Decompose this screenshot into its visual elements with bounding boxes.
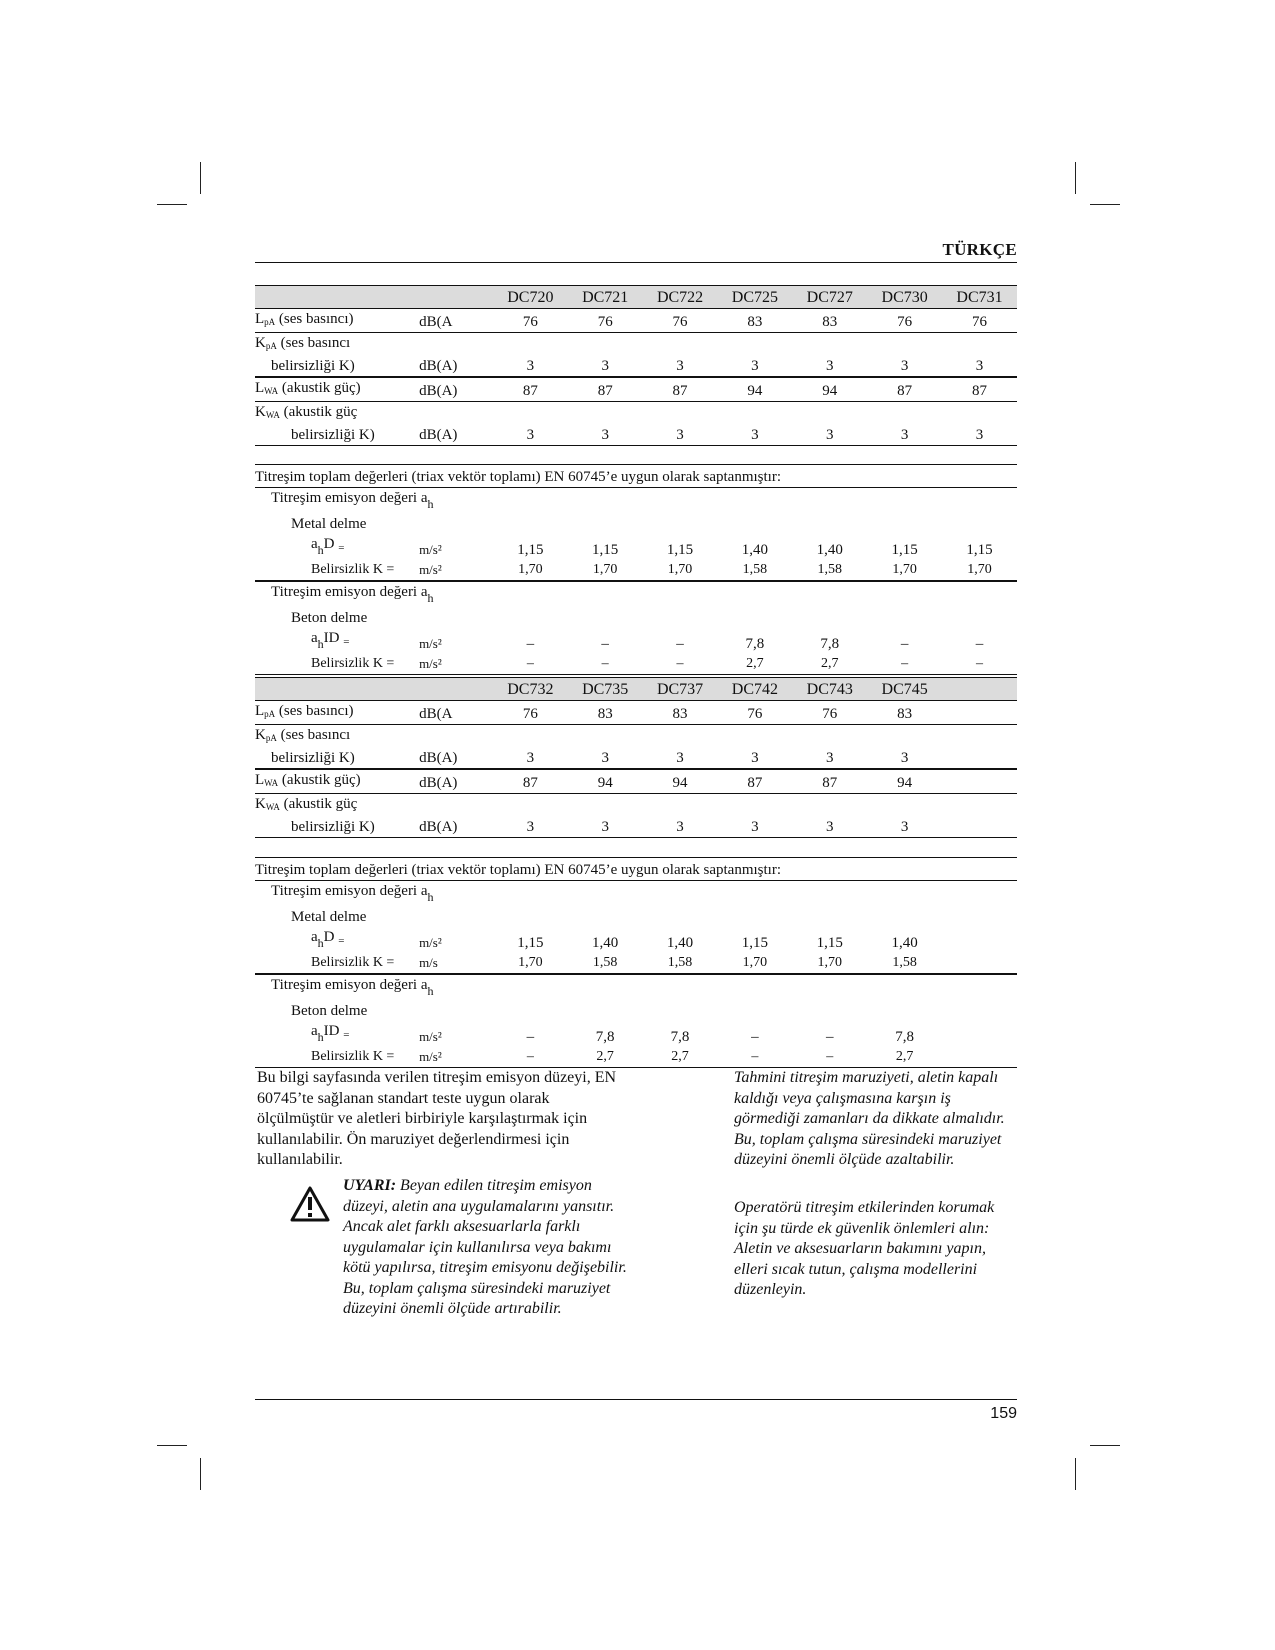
vibration-title-row: Titreşim toplam değerleri (triax vektör toplamı) EN 60745’e uygun olarak saptanmıştır: xyxy=(255,465,1017,488)
lwa-row: $L_{WA}$ (akustik güç) dB(A) 87 94 94 87 87 94 xyxy=(255,769,1017,794)
noise-table-2 xyxy=(255,677,1017,838)
model-name: DC735 xyxy=(568,678,643,701)
crop-mark xyxy=(200,1458,201,1490)
beton-ahid-row: $a_hID$ $_=$ m/s² – 7,8 7,8 – – 7,8 xyxy=(311,1023,914,1045)
crop-mark xyxy=(1075,1458,1076,1490)
page-number: 159 xyxy=(990,1405,1017,1422)
emission-label-row: Titreşim emisyon değeri $a_h$ xyxy=(271,977,434,998)
model-name: DC722 xyxy=(643,286,718,309)
kwa-label-row xyxy=(255,402,1017,426)
row-label: $K_{pA}$ (ses basıncı xyxy=(255,335,351,351)
metal-ahd-row: $a_hD$ $_=$ m/s² 1,15 1,40 1,40 1,15 1,15 1,40 xyxy=(311,929,918,951)
header-rule xyxy=(255,262,1017,263)
metal-label-row: Metal delme xyxy=(291,516,367,532)
right-paragraph-1: Tahmini titreşim maruziyeti, aletin kapalı kaldığı veya çalışmasına karşın iş görmediği zamanları da dikkate almalıdır. Bu, toplam çalışma süresindeki maruziyet düzeyini önemli ölçüde azaltabilir. xyxy=(734,1069,1005,1168)
model-name: DC737 xyxy=(643,678,718,701)
model-name: DC727 xyxy=(792,286,867,309)
kpa-row: belirsizliği K) dB(A) 3 3 3 3 3 3 xyxy=(255,748,1017,769)
model-name: DC742 xyxy=(717,678,792,701)
crop-mark xyxy=(1090,1445,1120,1446)
metal-label-row: Metal delme xyxy=(291,909,367,925)
row-label: $L_{WA}$ (akustik güç) xyxy=(255,377,419,402)
model-name: DC732 xyxy=(493,678,568,701)
kwa-row: belirsizliği K) dB(A) 3 3 3 3 3 3 xyxy=(255,817,1017,838)
kwa-row: belirsizliği K) dB(A) 3 3 3 3 3 3 3 xyxy=(255,425,1017,446)
crop-mark xyxy=(157,1445,187,1446)
beton-k-row: Belirsizlik K = m/s² – – – 2,7 2,7 – – xyxy=(255,654,1017,675)
crop-mark xyxy=(157,204,187,205)
lpa-row: $L_{pA}$ (ses basıncı) dB(A 76 76 76 83 83 76 76 xyxy=(255,309,1017,333)
metal-ahd-row: $a_hD$ $_=$ m/s² 1,15 1,15 1,15 1,40 1,40 1,15 1,15 xyxy=(311,536,993,558)
language-heading: TÜRKÇE xyxy=(942,240,1017,259)
crop-mark xyxy=(200,162,201,194)
footer-rule xyxy=(255,1399,1017,1400)
warning-icon xyxy=(290,1186,330,1222)
row-label: $K_{WA}$ (akustik güç xyxy=(255,404,358,420)
beton-k-row: Belirsizlik K = m/s² – 2,7 2,7 – – 2,7 xyxy=(255,1047,1017,1068)
crop-mark xyxy=(1090,204,1120,205)
beton-label-row: Beton delme xyxy=(291,1003,368,1019)
kwa-label-row xyxy=(255,794,1017,818)
beton-ahid-row: $a_hID$ $_=$ m/s² – – – 7,8 7,8 – – xyxy=(311,630,984,652)
model-name: DC730 xyxy=(867,286,942,309)
metal-k-row: Belirsizlik K = m/s² 1,70 1,70 1,70 1,58 1,58 1,70 1,70 xyxy=(255,560,1017,581)
model-name: DC725 xyxy=(717,286,792,309)
beton-label-row: Beton delme xyxy=(291,610,368,626)
left-paragraph: Bu bilgi sayfasında verilen titreşim emisyon düzeyi, EN 60745’te sağlanan standart teste uygun olarak ölçülmüştür ve aletleri birbiriyle karşılaştırmak için kullanılabilir. Ön maruziyet değerlendirmesi için kullanılabilir. xyxy=(257,1069,617,1168)
row-label: $L_{WA}$ (akustik güç) xyxy=(255,769,419,794)
crop-mark xyxy=(1075,162,1076,194)
kpa-label-row xyxy=(255,333,1017,357)
emission-label-row: Titreşim emisyon değeri $a_h$ xyxy=(271,883,434,904)
right-paragraph-2: Operatörü titreşim etkilerinden korumak için şu türde ek güvenlik önlemleri alın: Aletin ve aksesuarların bakımını yapın, elleri sıcak tutun, çalışma modellerini düzenleyin. xyxy=(734,1199,995,1298)
model-name: DC720 xyxy=(493,286,568,309)
vibration-title-row: Titreşim toplam değerleri (triax vektör toplamı) EN 60745’e uygun olarak saptanmıştır: xyxy=(255,858,1017,881)
noise-table-1 xyxy=(255,285,1017,446)
row-label: $L_{pA}$ (ses basıncı) xyxy=(255,701,419,725)
emission-label-row: Titreşim emisyon değeri $a_h$ xyxy=(271,584,434,605)
warning-label: UYARI: xyxy=(343,1177,397,1194)
model-name: DC743 xyxy=(792,678,867,701)
warning-paragraph: UYARI: Beyan edilen titreşim emisyon düzeyi, aletin ana uygulamalarını yansıtır. Ancak alet farklı aksesuarlarla farklı uygulamalar için kullanılırsa veya bakımı kötü yapılırsa, titreşim emisyonu değişebilir. Bu, toplam çalışma süresindeki maruziyet düzeyini önemli ölçüde artırabilir. xyxy=(343,1177,627,1317)
row-label: $K_{pA}$ (ses basıncı xyxy=(255,727,351,743)
row-label: $L_{pA}$ (ses basıncı) xyxy=(255,309,419,333)
kpa-row: belirsizliği K) dB(A) 3 3 3 3 3 3 3 xyxy=(255,356,1017,377)
lpa-row: $L_{pA}$ (ses basıncı) dB(A 76 83 83 76 76 83 xyxy=(255,701,1017,725)
kpa-label-row xyxy=(255,725,1017,749)
emission-label-row: Titreşim emisyon değeri $a_h$ xyxy=(271,490,434,511)
vibration-table-1 xyxy=(255,464,1017,675)
metal-k-row: Belirsizlik K = m/s 1,70 1,58 1,58 1,70 1,70 1,58 xyxy=(255,953,1017,974)
model-name: DC745 xyxy=(867,678,942,701)
model-name: DC731 xyxy=(942,286,1017,309)
model-header-row xyxy=(255,286,1017,309)
vibration-table-2 xyxy=(255,857,1017,1068)
model-name: DC721 xyxy=(568,286,643,309)
model-header-row xyxy=(255,678,1017,701)
row-label: $K_{WA}$ (akustik güç xyxy=(255,796,358,812)
lwa-row: $L_{WA}$ (akustik güç) dB(A) 87 87 87 94 94 87 87 xyxy=(255,377,1017,402)
